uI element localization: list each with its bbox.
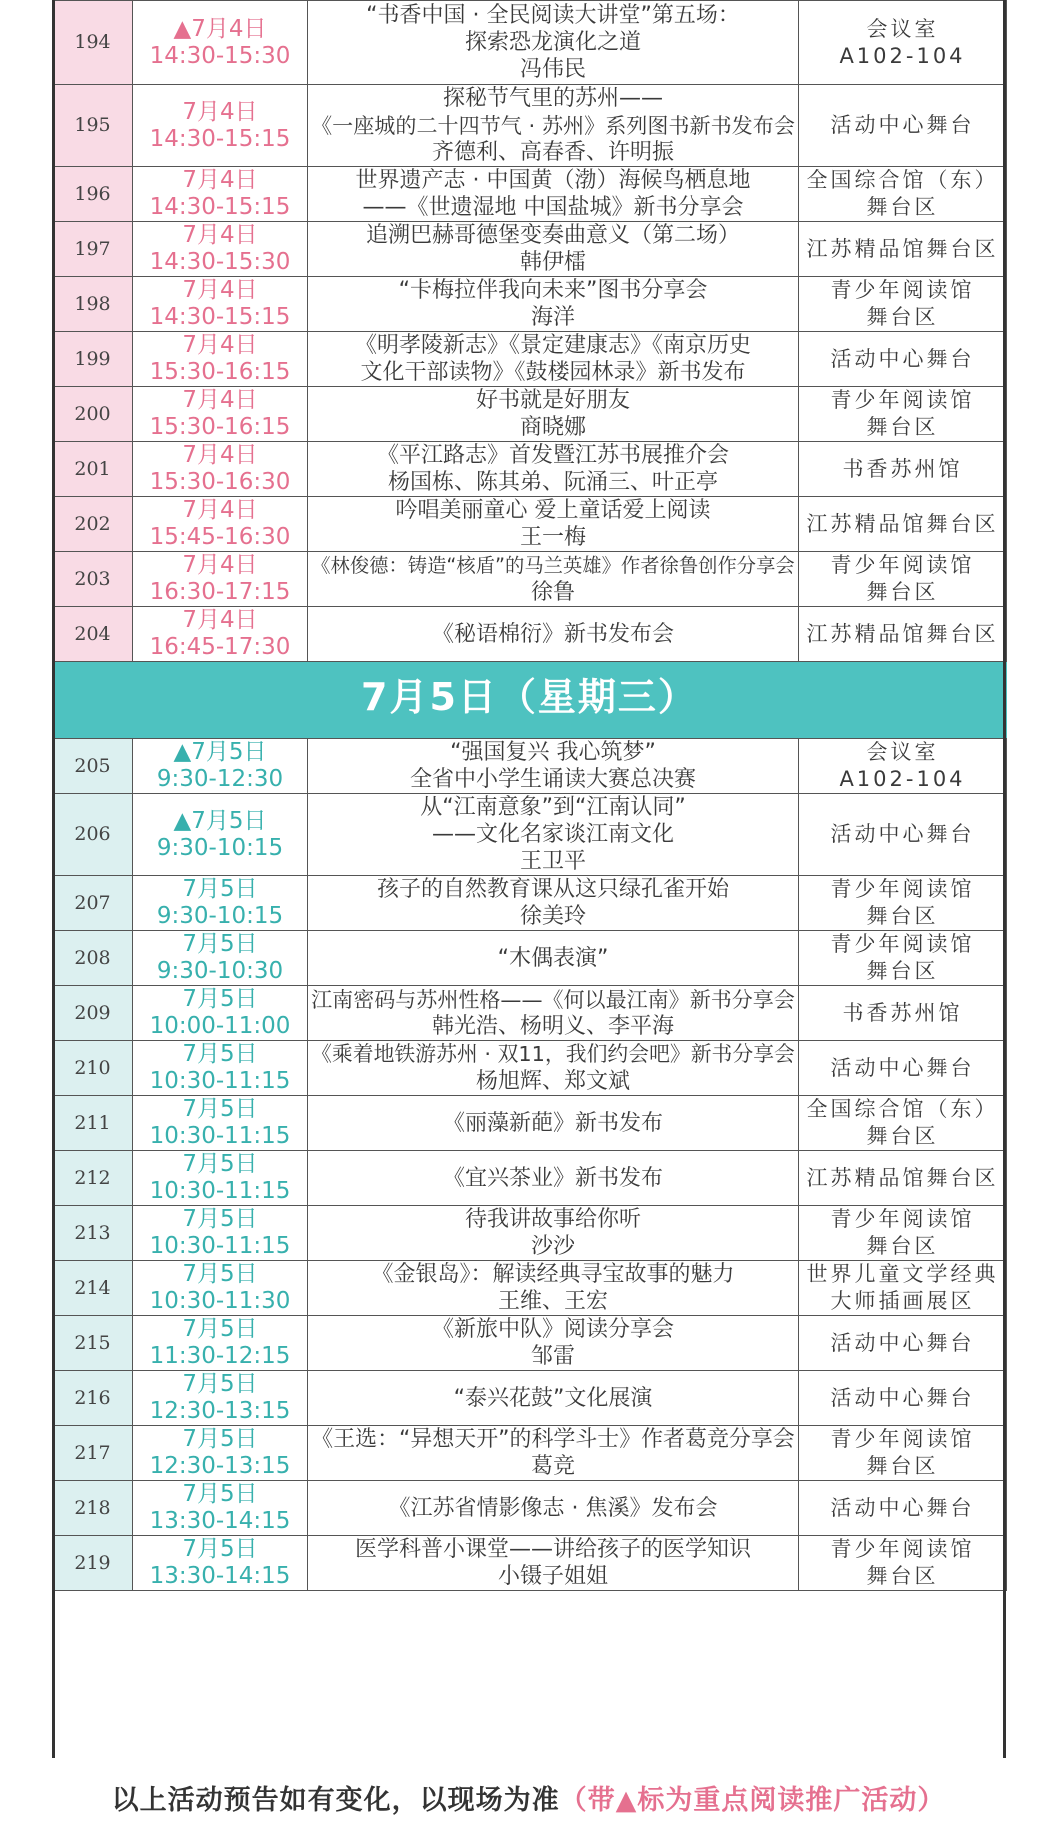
event-title-line: 王一梅 [519,525,586,550]
event-time-line: 14:30-15:30 [149,42,291,69]
event-time [133,1206,308,1261]
event-title-line: 好书就是好朋友 [475,388,630,413]
event-time [133,607,308,662]
event-title-line: 《林俊德：铸造“核盾”的马兰英雄》作者徐鲁创作分享会 [311,554,795,577]
event-title-line: “泰兴花鼓”文化展演 [453,1385,653,1411]
event-time [133,931,308,986]
event-number: 205 [53,739,133,794]
event-time-line: 15:45-16:30 [149,524,291,550]
event-time-line: 7月5日 [182,1371,258,1397]
event-title [308,497,799,552]
event-title [308,1,799,85]
event-number: 212 [53,1151,133,1206]
event-venue [799,986,1007,1041]
event-time-line: 7月5日 [182,1316,258,1342]
event-time [133,442,308,497]
event-number: 207 [53,876,133,931]
event-title-line: 《丽藻新葩》新书发布 [442,1110,663,1136]
event-title-line: 海洋 [530,305,575,330]
event-venue-line: 会议室 [866,740,939,764]
event-time [133,1041,308,1096]
event-time-line: 9:30-10:15 [156,903,284,929]
event-title-line: 杨旭辉、郑文斌 [475,1069,630,1094]
event-title-line: 《平江路志》首发暨江苏书展推介会 [376,443,729,468]
schedule-row [53,1,1007,85]
event-time [133,1371,308,1426]
event-time-line: 12:30-13:15 [149,1453,291,1479]
event-title-line: “书香中国 · 全民阅读大讲堂”第五场： [366,3,740,28]
schedule-row [53,1426,1007,1481]
event-venue-line: 活动中心舞台 [830,113,975,137]
schedule-row [53,1206,1007,1261]
event-title [308,332,799,387]
schedule-row [53,1536,1007,1591]
event-venue [799,1041,1007,1096]
event-venue-line: 全国综合馆（东） [806,1097,999,1121]
event-number: 218 [53,1481,133,1536]
event-time [133,1481,308,1536]
event-venue [799,607,1007,662]
date-header [53,662,1007,739]
schedule-row [53,1151,1007,1206]
event-title [308,794,799,876]
event-title [308,1041,799,1096]
event-venue-line: 世界儿童文学经典 [806,1262,999,1286]
event-title-line: 韩光浩、杨明义、李平海 [431,1014,674,1039]
event-title-line: “卡梅拉伴我向未来”图书分享会 [398,278,708,303]
event-title-line: 世界遗产志 · 中国黄（渤）海候鸟栖息地 [355,168,751,193]
event-venue-line: 青少年阅读馆 [830,1537,975,1561]
event-time-line: ▲7月4日 [173,15,267,42]
event-number: 211 [53,1096,133,1151]
event-time [133,552,308,607]
event-time-line: 7月5日 [182,1151,258,1177]
event-venue-line: 活动中心舞台 [830,822,975,846]
event-title-line: 徐鲁 [530,580,575,605]
event-number: 215 [53,1316,133,1371]
event-time [133,497,308,552]
event-title-line: 《金银岛》：解读经典寻宝故事的魅力 [371,1262,735,1287]
schedule-row [53,1481,1007,1536]
event-venue [799,332,1007,387]
event-title-line: 探索恐龙演化之道 [464,30,641,55]
event-title-line: 小镊子姐姐 [497,1564,608,1589]
event-venue-line: 活动中心舞台 [830,1495,975,1520]
event-title-line: 全省中小学生诵读大赛总决赛 [409,767,696,792]
event-number: 208 [53,931,133,986]
event-time-line: 7月4日 [182,277,258,303]
event-time-line: 7月5日 [182,1426,258,1452]
event-time-line: 15:30-16:30 [149,469,291,495]
event-time [133,332,308,387]
event-title [308,1481,799,1536]
event-venue-line: 青少年阅读馆 [830,388,975,412]
event-venue-line: 江苏精品馆舞台区 [806,236,999,261]
event-title-line: 探秘节气里的苏州—— [442,86,663,111]
event-venue-line: 书香苏州馆 [842,456,963,481]
event-venue-line: 舞台区 [866,195,939,219]
event-number: 201 [53,442,133,497]
event-time-line: 14:30-15:15 [149,304,291,330]
event-number: 202 [53,497,133,552]
event-venue [799,387,1007,442]
event-time-line: 7月4日 [182,442,258,468]
schedule-row [53,552,1007,607]
event-venue [799,277,1007,332]
event-time [133,1536,308,1591]
event-title [308,1261,799,1316]
event-venue [799,497,1007,552]
event-venue [799,1316,1007,1371]
event-venue-line: A102-104 [839,767,966,791]
event-title-line: 待我讲故事给你听 [464,1207,641,1232]
event-time-line: 10:30-11:15 [149,1178,291,1204]
event-title-line: 沙沙 [530,1234,575,1259]
event-title-line: 《一座城的二十四节气 · 苏州》系列图书新书发布会 [311,113,795,138]
footer-main-text: 以上活动预告如有变化，以现场为准 [111,1785,560,1816]
event-venue-line: 江苏精品馆舞台区 [806,621,999,646]
schedule-row [53,1096,1007,1151]
event-time-line: 10:30-11:15 [149,1233,291,1259]
event-title-line: 《秘语棉衍》新书发布会 [431,621,674,647]
event-time-line: 10:30-11:15 [149,1123,291,1149]
schedule-row [53,277,1007,332]
event-title [308,85,799,167]
event-venue-line: 会议室 [866,16,939,41]
event-venue-line: 舞台区 [866,305,939,329]
event-time-line: 7月5日 [182,986,258,1012]
event-time-line: 7月5日 [182,1536,258,1562]
schedule-row [53,1371,1007,1426]
footer-highlight-note: （带▲标为重点阅读推广活动） [559,1785,946,1816]
event-title [308,1536,799,1591]
event-title-line: “木偶表演” [497,945,609,971]
event-venue [799,1371,1007,1426]
schedule-row [53,222,1007,277]
schedule-row [53,607,1007,662]
event-venue-line: 舞台区 [866,1454,939,1478]
event-venue-line: 活动中心舞台 [830,1385,975,1410]
event-number: 214 [53,1261,133,1316]
event-time-line: 16:30-17:15 [149,579,291,605]
event-time-line: 11:30-12:15 [149,1343,291,1369]
event-venue-line: 舞台区 [866,904,939,928]
schedule-table [52,0,1007,1591]
event-title [308,442,799,497]
schedule-row [53,387,1007,442]
event-venue-line: 书香苏州馆 [842,1000,963,1025]
event-number: 217 [53,1426,133,1481]
event-title [308,739,799,794]
event-venue [799,442,1007,497]
event-time [133,1096,308,1151]
event-time [133,986,308,1041]
event-venue-line: 舞台区 [866,415,939,439]
event-number: 194 [53,1,133,85]
event-time-line: 7月5日 [182,931,258,957]
event-venue-line: 舞台区 [866,580,939,604]
event-title-line: 王卫平 [519,849,586,874]
event-title [308,387,799,442]
event-venue [799,85,1007,167]
event-time-line: 9:30-10:15 [156,834,284,861]
event-time-line: 7月4日 [182,607,258,633]
event-title-line: 商晓娜 [519,415,586,440]
event-number: 198 [53,277,133,332]
event-number: 197 [53,222,133,277]
event-venue [799,739,1007,794]
event-time-line: 14:30-15:30 [149,249,291,275]
event-venue [799,1151,1007,1206]
event-title-line: 王维、王宏 [497,1289,608,1314]
date-header-text: 7月5日（星期三） [361,674,698,719]
event-venue [799,876,1007,931]
event-time-line: ▲7月5日 [173,739,267,765]
event-time [133,794,308,876]
event-venue-line: 舞台区 [866,1234,939,1258]
event-venue [799,222,1007,277]
event-time [133,1316,308,1371]
event-title [308,167,799,222]
schedule-row [53,442,1007,497]
event-venue-line: 江苏精品馆舞台区 [806,1165,999,1190]
event-title [308,222,799,277]
event-number: 216 [53,1371,133,1426]
schedule-row [53,986,1007,1041]
event-time-line: 7月4日 [182,222,258,248]
event-venue [799,931,1007,986]
event-number: 206 [53,794,133,876]
event-title-line: 吟唱美丽童心 爱上童话爱上阅读 [395,498,711,523]
event-number: 195 [53,85,133,167]
event-venue-line: 舞台区 [866,1124,939,1148]
event-number: 196 [53,167,133,222]
event-time [133,739,308,794]
schedule-row [53,739,1007,794]
event-venue-line: 活动中心舞台 [830,346,975,371]
event-venue-line: 青少年阅读馆 [830,553,975,577]
event-title-line: 追溯巴赫哥德堡变奏曲意义（第二场） [365,223,740,248]
schedule-sheet [52,0,1006,1591]
schedule-row [53,167,1007,222]
event-venue-line: 活动中心舞台 [830,1330,975,1355]
event-number: 199 [53,332,133,387]
event-venue-line: 活动中心舞台 [830,1055,975,1080]
event-venue [799,794,1007,876]
event-venue [799,1261,1007,1316]
event-time-line: 7月4日 [182,387,258,413]
event-time [133,1,308,85]
event-venue [799,167,1007,222]
schedule-row [53,876,1007,931]
event-title [308,552,799,607]
event-title-line: 齐德利、高春香、许明振 [431,140,674,165]
event-venue-line: 青少年阅读馆 [830,1427,975,1451]
event-title-line: 《江苏省情影像志 · 焦溪》发布会 [388,1495,718,1521]
event-time [133,222,308,277]
event-time-line: 12:30-13:15 [149,1398,291,1424]
event-time-line: 7月4日 [182,497,258,523]
event-time-line: 7月5日 [182,1206,258,1232]
event-venue [799,1426,1007,1481]
event-venue [799,1536,1007,1591]
event-time-line: 9:30-12:30 [156,766,284,792]
event-time-line: 7月4日 [182,98,258,125]
event-time [133,1426,308,1481]
event-venue-line: 江苏精品馆舞台区 [806,511,999,536]
event-time [133,167,308,222]
event-number: 209 [53,986,133,1041]
event-number: 203 [53,552,133,607]
footer-note [0,1778,1057,1817]
event-time-line: 16:45-17:30 [149,634,291,660]
event-number: 219 [53,1536,133,1591]
schedule-row [53,794,1007,876]
event-time-line: 7月4日 [182,552,258,578]
event-time-line: 7月5日 [182,1096,258,1122]
event-venue [799,1206,1007,1261]
event-venue-line: 青少年阅读馆 [830,877,975,901]
event-title [308,607,799,662]
schedule-row [53,1041,1007,1096]
event-venue-line: 大师插画展区 [830,1289,975,1313]
event-time [133,85,308,167]
event-title-line: 葛竞 [530,1454,575,1479]
event-time-line: ▲7月5日 [173,807,267,834]
event-title-line: ——文化名家谈江南文化 [431,822,674,847]
event-number: 213 [53,1206,133,1261]
schedule-row [53,1316,1007,1371]
schedule-row [53,497,1007,552]
schedule-row [53,85,1007,167]
event-title-line: 《新旅中队》阅读分享会 [431,1317,674,1342]
event-title-line: 孩子的自然教育课从这只绿孔雀开始 [376,877,729,902]
event-title-line: 邹雷 [530,1344,575,1369]
event-title-line: 《明孝陵新志》《景定建康志》《南京历史 [354,333,751,358]
event-time-line: 9:30-10:30 [156,958,284,984]
event-time-line: 7月5日 [182,1261,258,1287]
event-venue-line: 全国综合馆（东） [806,168,999,192]
event-venue [799,552,1007,607]
event-title [308,876,799,931]
event-title [308,931,799,986]
event-time-line: 10:00-11:00 [149,1013,291,1039]
event-title [308,986,799,1041]
event-title [308,1206,799,1261]
event-time-line: 7月5日 [182,876,258,902]
event-time [133,387,308,442]
event-time-line: 7月5日 [182,1481,258,1507]
event-time [133,1261,308,1316]
event-time-line: 13:30-14:15 [149,1508,291,1534]
event-title-line: ——《世遗湿地 中国盐城》新书分享会 [362,195,744,220]
event-title-line: 《王选：“异想天开”的科学斗士》作者葛竞分享会 [311,1427,795,1452]
event-title [308,1151,799,1206]
event-title-line: 韩伊檑 [519,250,586,275]
event-title-line: 文化干部读物》《鼓楼园林录》新书发布 [360,360,746,385]
event-title-line: 杨国栋、陈其弟、阮涌三、叶正亭 [387,470,718,495]
schedule-row [53,332,1007,387]
event-title-line: 江南密码与苏州性格——《何以最江南》新书分享会 [311,987,795,1012]
event-time-line: 7月4日 [182,332,258,358]
event-venue-line: A102-104 [839,43,966,68]
event-time-line: 7月5日 [182,1041,258,1067]
event-venue [799,1,1007,85]
date-header-row [53,662,1007,739]
event-time-line: 10:30-11:30 [149,1288,291,1314]
event-number: 200 [53,387,133,442]
event-title-line: 医学科普小课堂——讲给孩子的医学知识 [354,1537,751,1562]
event-venue-line: 舞台区 [866,1564,939,1588]
event-number: 210 [53,1041,133,1096]
event-time [133,1151,308,1206]
event-time [133,277,308,332]
event-time-line: 13:30-14:15 [149,1563,291,1589]
event-time-line: 7月4日 [182,167,258,193]
event-time-line: 10:30-11:15 [149,1068,291,1094]
schedule-section-july5 [53,739,1007,1591]
event-title-line: 《宜兴茶业》新书发布 [442,1165,663,1191]
event-venue-line: 青少年阅读馆 [830,1207,975,1231]
event-title-line: 徐美玲 [519,904,586,929]
event-number: 204 [53,607,133,662]
schedule-row [53,931,1007,986]
event-time-line: 14:30-15:15 [149,125,291,152]
event-title [308,1316,799,1371]
event-title-line: “强国复兴 我心筑梦” [450,740,656,765]
event-title [308,1096,799,1151]
event-time-line: 14:30-15:15 [149,194,291,220]
event-venue [799,1096,1007,1151]
event-title [308,1371,799,1426]
event-venue-line: 青少年阅读馆 [830,932,975,956]
event-venue-line: 舞台区 [866,959,939,983]
event-title [308,1426,799,1481]
event-venue-line: 青少年阅读馆 [830,278,975,302]
schedule-section-july4 [53,1,1007,662]
event-title-line: 《乘着地铁游苏州 · 双11，我们约会吧》新书分享会 [311,1042,795,1066]
event-title [308,277,799,332]
event-time-line: 15:30-16:15 [149,414,291,440]
event-venue [799,1481,1007,1536]
event-title-line: 从“江南意象”到“江南认同” [420,795,686,820]
schedule-row [53,1261,1007,1316]
event-time-line: 15:30-16:15 [149,359,291,385]
event-title-line: 冯伟民 [519,57,586,82]
event-time [133,876,308,931]
